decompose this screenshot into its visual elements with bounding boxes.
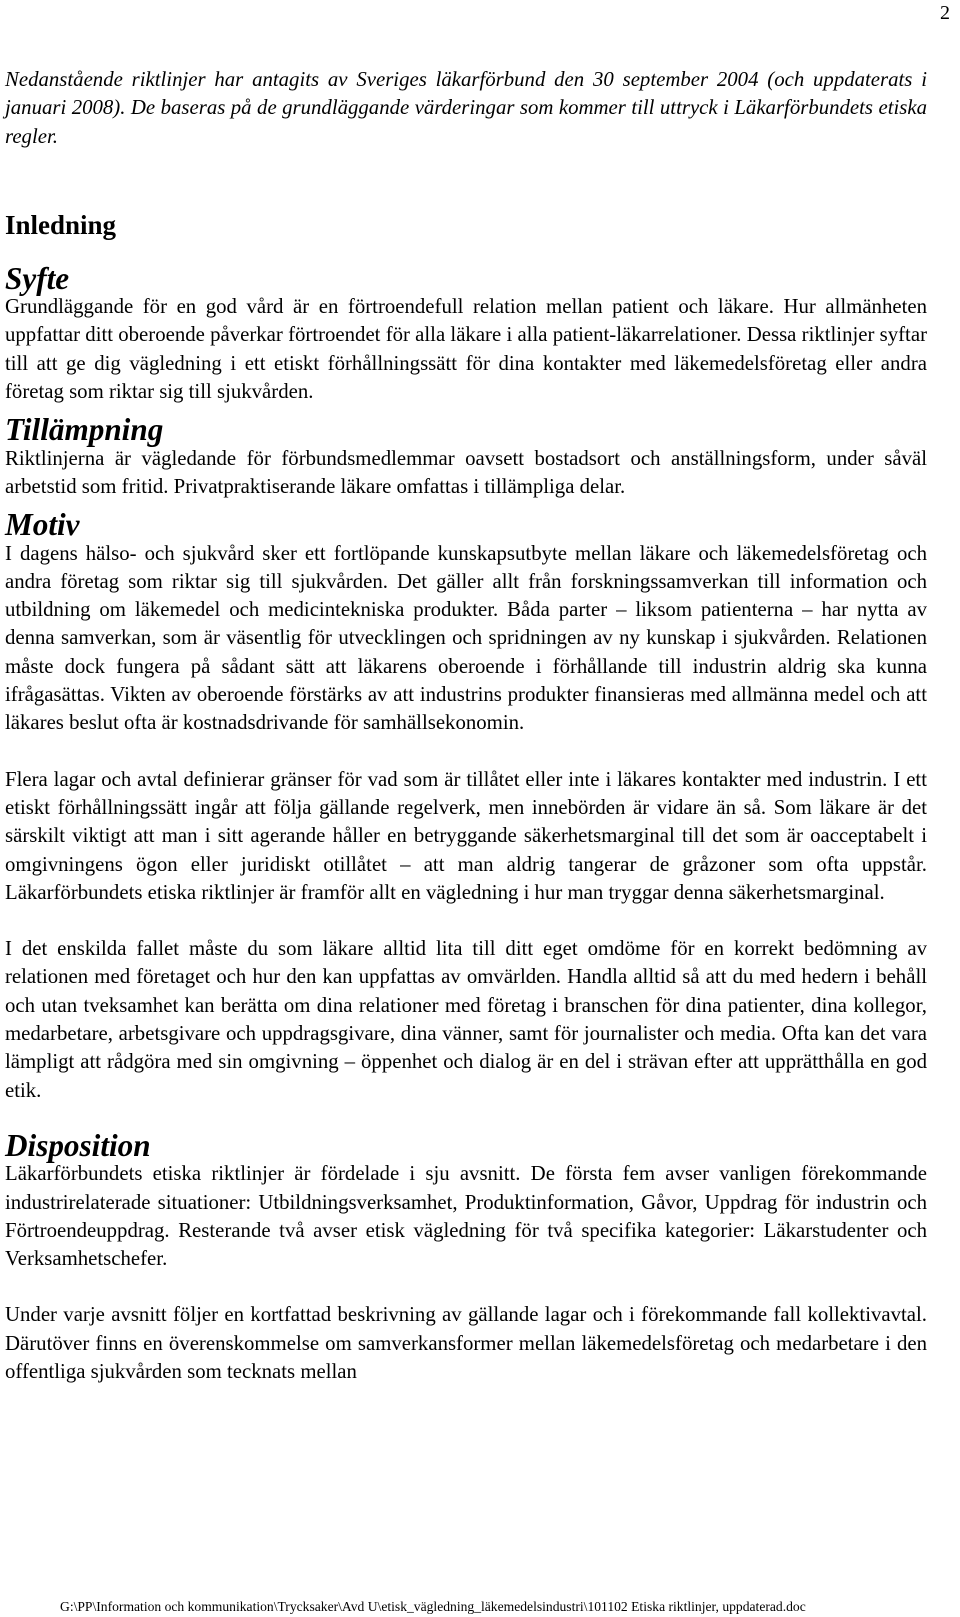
tillampning-paragraph: Riktlinjerna är vägledande för förbundsmedlemmar oavsett bostadsort och anställningsform, under såväl arbetstid som fritid. Privatpraktiserande läkare omfattas i tillämpliga delar. [5,446,927,498]
page-number: 2 [940,2,950,24]
section-heading-disposition: Disposition [5,1127,151,1163]
section-heading-motiv: Motiv [5,507,80,543]
section-heading-tillampning: Tillämpning [5,412,164,448]
footer-file-path: G:\PP\Information och kommunikation\Trycksaker\Avd U\etisk_vägledning_läkemedelsindustri\101102 Etiska riktlinjer, uppdaterad.doc [60,1599,806,1614]
syfte-paragraph: Grundläggande för en god vård är en förtroendefull relation mellan patient och läkare. Hur allmänheten uppfattar ditt oberoende påverkar förtroendet för alla läkare i alla patient-läkarrelationer. Dessa riktlinjer syftar till att ge dig vägledning i ett etiskt förhållningssätt för dina kontakter med läkemedelsföretag eller andra företag som riktar sig till sjukvården. [5,295,927,404]
intro-paragraph: Nedanstående riktlinjer har antagits av Sveriges läkarförbund den 30 september 2004 (och uppdaterats i januari 2008). De baseras på de grundläggande värderingar som kommer till uttryck i Läkarförbundets etiska regler. [5,68,927,148]
chapter-heading: Inledning [5,209,117,240]
document-body [5,66,927,1386]
motiv-paragraph-3: I det enskilda fallet måste du som läkare alltid lita till ditt eget omdöme för en korrekt bedömning av relationen med företaget och hur den kan uppfattas av omvärlden. Handla alltid så att du med hedern i behåll och utan tveksamhet kan berätta om dina relationer med företag i branschen för dina patienter, dina kollegor, medarbetare, arbetsgivare och uppdragsgivare, dina vänner, samt för journalister och media. Ofta kan det vara lämpligt att rådgöra med sin omgivning – öppenhet och dialog är en del i strävan efter att upprätthålla en god etik. [5,937,927,1102]
motiv-paragraph-2: Flera lagar och avtal definierar gränser för vad som är tillåtet eller inte i läkares kontakter med industrin. I ett etiskt förhållningssätt ingår att följa gällande regelverk, men innebörden är vidare än så. Som läkare är det särskilt viktigt att man i sitt agerande håller en betryggande säkerhetsmarginal till det som är oacceptabelt i omgivningens ögon eller juridiskt otillåtet – att man aldrig tangerar de gråzoner som ofta uppstår. Läkarförbundets etiska riktlinjer är framför allt en vägledning i hur man tryggar denna säkerhetsmarginal. [5,767,927,904]
section-heading-syfte: Syfte [5,260,70,296]
disposition-paragraph-1: Läkarförbundets etiska riktlinjer är fördelade i sju avsnitt. De första fem avser vanligen förekommande industrirelaterade situationer: Utbildningsverksamhet, Produktinformation, Gåvor, Uppdrag för industrin och Förtroendeuppdrag. Resterande två avser etisk vägledning för två specifika kategorier: Läkarstudenter och Verksamhetschefer. [5,1162,927,1271]
motiv-paragraph-1: I dagens hälso- och sjukvård sker ett fortlöpande kunskapsutbyte mellan läkare och läkemedelsföretag och andra företag som riktar sig till sjukvården. Det gäller allt från forskningssamverkan till information och utbildning om läkemedel och medicintekniska produkter. Båda parter – liksom patienterna – har nytta av denna samverkan, som är väsentlig för utvecklingen och spridningen av ny kunskap i sjukvården. Relationen måste dock fungera på sådant sätt att läkarens oberoende i förhållande till industrin aldrig ska kunna ifrågasättas. Vikten av oberoende förstärks av att industrins produkter finansieras med allmänna medel och att läkares beslut ofta är kostnadsdrivande för samhällsekonomin. [5,541,927,735]
disposition-paragraph-2: Under varje avsnitt följer en kortfattad beskrivning av gällande lagar och i förekommande fall kollektivavtal. Därutöver finns en överenskommelse om samverkansformer mellan läkemedelsföretag och medarbetare i den offentliga sjukvården som tecknats mellan [5,1303,927,1383]
